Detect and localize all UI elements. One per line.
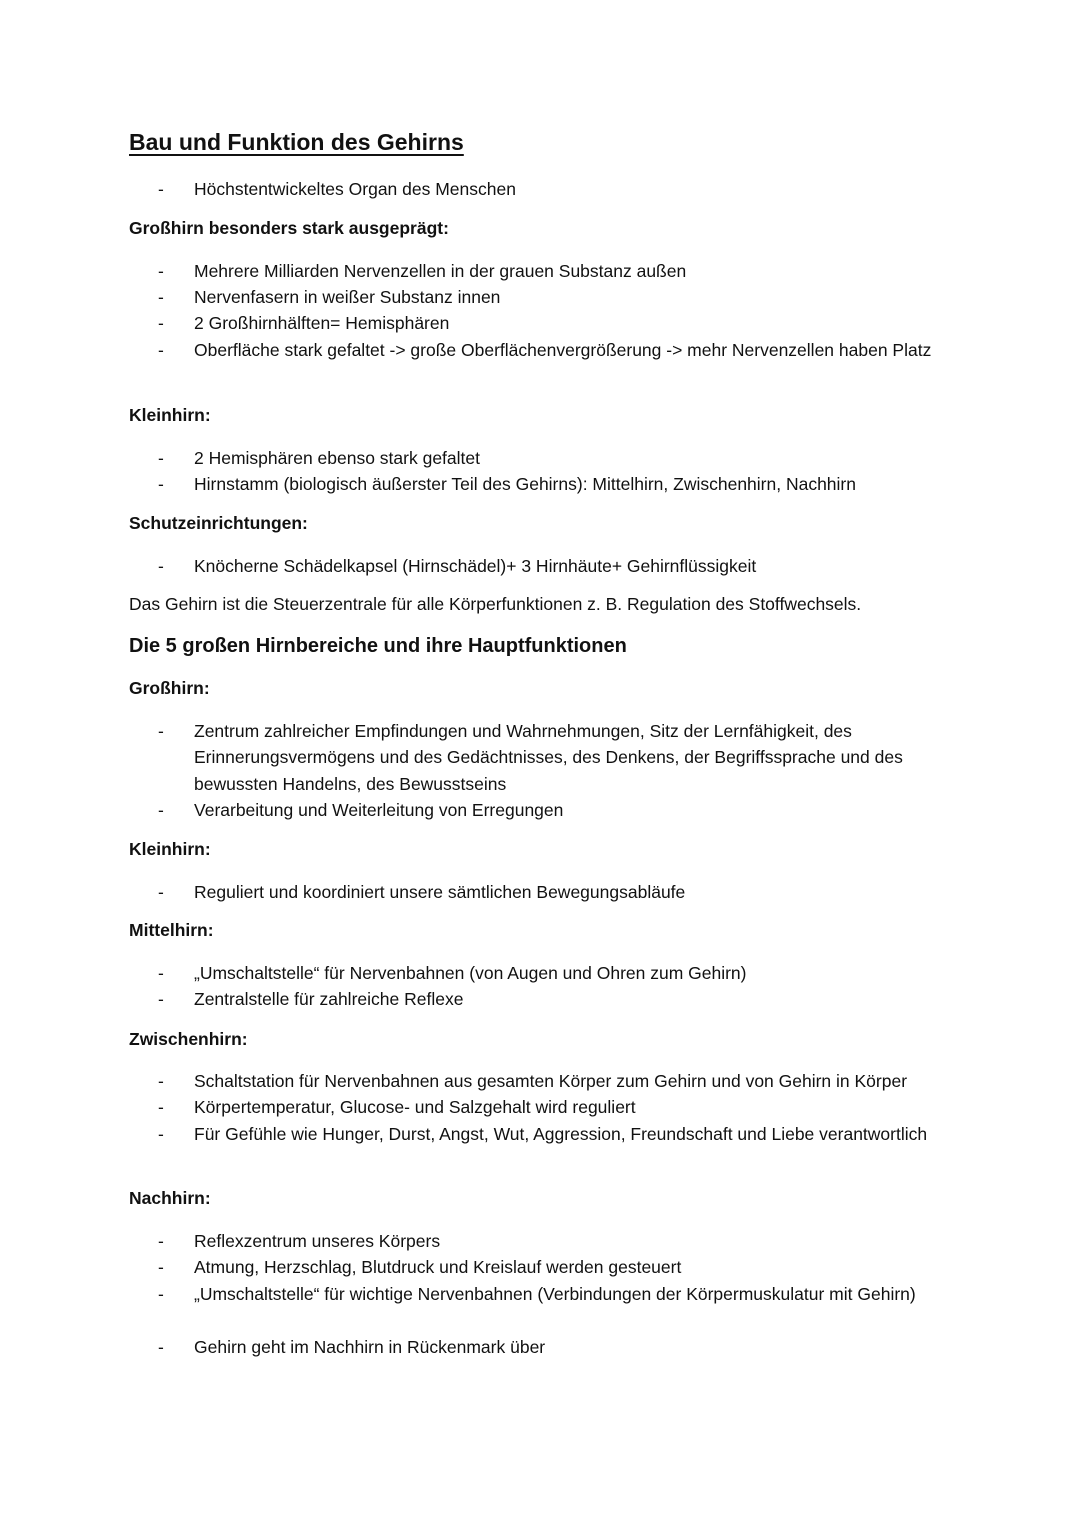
area-heading-kleinhirn: Kleinhirn: [129,839,211,859]
list-item: Körpertemperatur, Glucose- und Salzgehalt wird reguliert [194,1097,636,1117]
list-item: Reguliert und koordiniert unsere sämtlichen Bewegungsabläufe [194,882,686,902]
bullet-dash: - [158,313,164,333]
list-item: 2 Hemisphären ebenso stark gefaltet [194,448,480,468]
section-heading-schutzeinrichtungen: Schutzeinrichtungen: [129,513,308,533]
list-item: Höchstentwickeltes Organ des Menschen [194,179,516,199]
list-item: „Umschaltstelle“ für Nervenbahnen (von Augen und Ohren zum Gehirn) [194,963,747,983]
area-heading-zwischenhirn: Zwischenhirn: [129,1029,248,1049]
list-item: Für Gefühle wie Hunger, Durst, Angst, Wut, Aggression, Freundschaft und Liebe verantwortlich [194,1124,928,1144]
list-item: Mehrere Milliarden Nervenzellen in der grauen Substanz außen [194,261,687,281]
bullet-dash: - [158,340,164,360]
list-item: Oberfläche stark gefaltet -> große Oberflächenvergrößerung -> mehr Nervenzellen haben Platz [194,340,932,360]
bullet-dash: - [158,1257,164,1277]
bullet-dash: - [158,1097,164,1117]
bullet-dash: - [158,1284,164,1304]
bullet-dash: - [158,474,164,494]
bullet-dash: - [158,1071,164,1091]
bullet-dash: - [158,963,164,983]
list-item: Nervenfasern in weißer Substanz innen [194,287,501,307]
bullet-dash: - [158,989,164,1009]
bullet-dash: - [158,448,164,468]
list-item: Zentrum zahlreicher Empfindungen und Wahrnehmungen, Sitz der Lernfähigkeit, des Erinnerungsvermögens und des Gedächtnisses, des Denkens, der Begriffssprache und des bewussten Handelns, des Bewusstseins [194,721,903,794]
bullet-dash: - [158,261,164,281]
document-title: Bau und Funktion des Gehirns [129,129,464,155]
list-item: „Umschaltstelle“ für wichtige Nervenbahnen (Verbindungen der Körpermuskulatur mit Gehirn) [194,1284,916,1304]
bullet-dash: - [158,721,164,741]
list-item: Knöcherne Schädelkapsel (Hirnschädel)+ 3 Hirnhäute+ Gehirnflüssigkeit [194,556,757,576]
bullet-dash: - [158,287,164,307]
list-item: Gehirn geht im Nachhirn in Rückenmark über [194,1337,546,1357]
area-heading-nachhirn: Nachhirn: [129,1188,211,1208]
bullet-dash: - [158,1124,164,1144]
bullet-dash: - [158,882,164,902]
list-item: Hirnstamm (biologisch äußerster Teil des Gehirns): Mittelhirn, Zwischenhirn, Nachhirn [194,474,856,494]
bullet-dash: - [158,1337,164,1357]
list-item: Reflexzentrum unseres Körpers [194,1231,441,1251]
list-item: Zentralstelle für zahlreiche Reflexe [194,989,464,1009]
list-item: Atmung, Herzschlag, Blutdruck und Kreislauf werden gesteuert [194,1257,682,1277]
summary-paragraph: Das Gehirn ist die Steuerzentrale für alle Körperfunktionen z. B. Regulation des Stoffwechsels. [129,594,862,614]
section-heading-kleinhirn: Kleinhirn: [129,405,211,425]
area-heading-mittelhirn: Mittelhirn: [129,920,214,940]
list-item: Schaltstation für Nervenbahnen aus gesamten Körper zum Gehirn und von Gehirn in Körper [194,1071,908,1091]
area-heading-grosshirn: Großhirn: [129,678,210,698]
section-subtitle: Die 5 großen Hirnbereiche und ihre Hauptfunktionen [129,635,627,657]
bullet-dash: - [158,1231,164,1251]
list-item: 2 Großhirnhälften= Hemisphären [194,313,450,333]
list-item: Verarbeitung und Weiterleitung von Erregungen [194,800,564,820]
bullet-dash: - [158,556,164,576]
bullet-dash: - [158,179,164,199]
bullet-dash: - [158,800,164,820]
section-heading-grosshirn: Großhirn besonders stark ausgeprägt: [129,218,449,238]
